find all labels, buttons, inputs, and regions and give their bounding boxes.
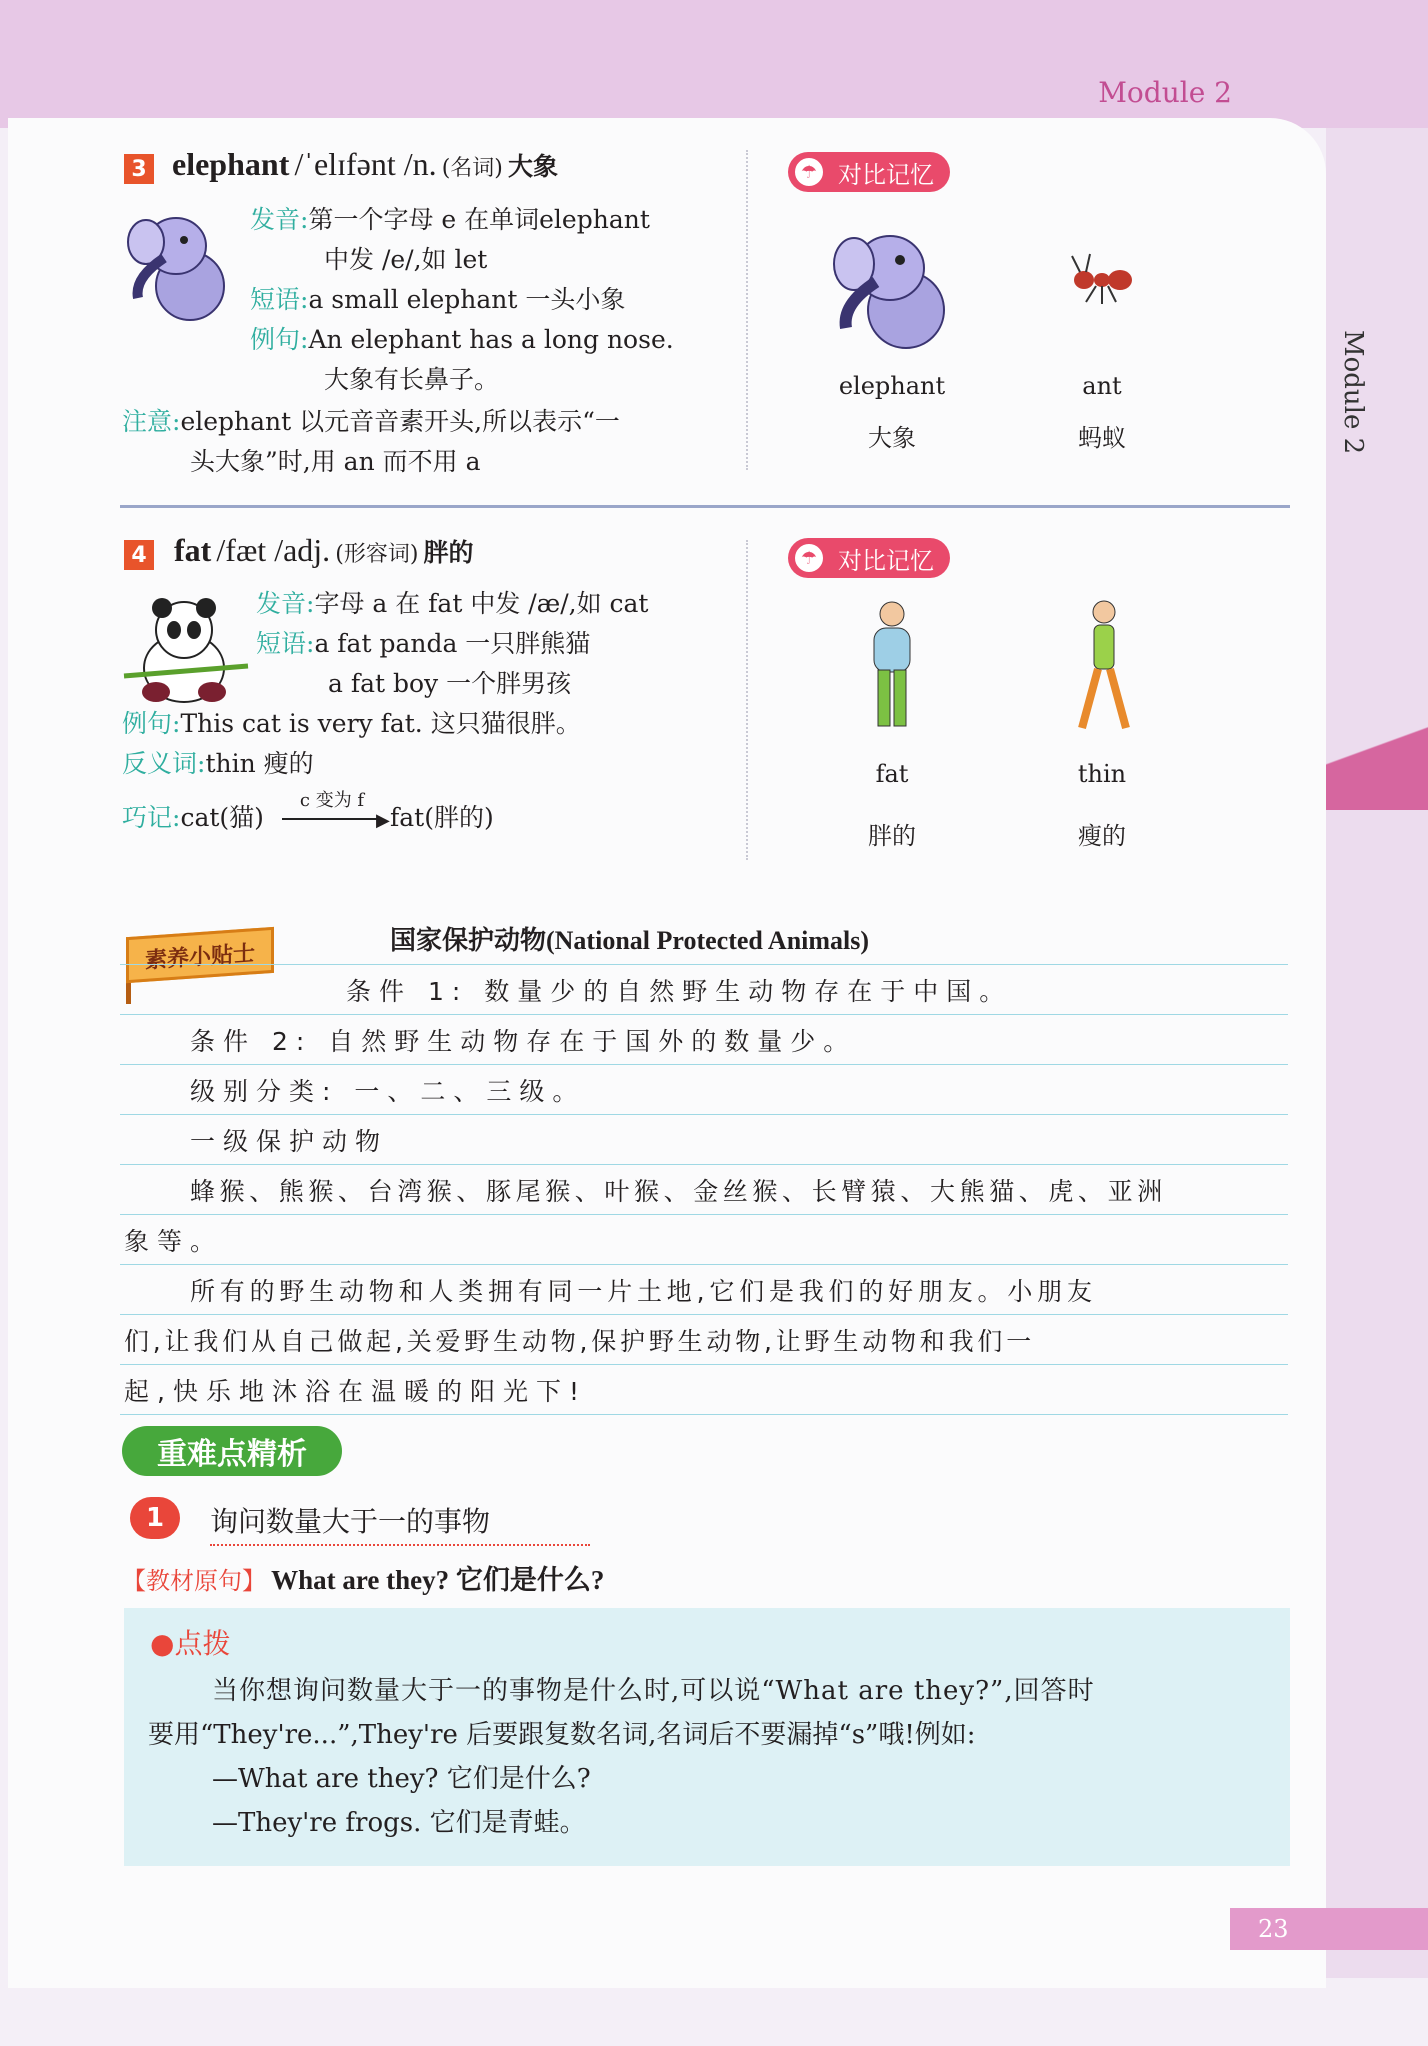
tip-line: 所有的野生动物和人类拥有同一片土地,它们是我们的好朋友。小朋友 (190, 1277, 1097, 1306)
rule-line (120, 1314, 1288, 1315)
explanation-heading-text: 点拨 (174, 1627, 231, 1660)
note-text: elephant 以元音音素开头,所以表示“一 (180, 407, 620, 436)
meaning: 大象 (507, 152, 558, 181)
explanation-line: —What are they? 它们是什么? (212, 1764, 591, 1794)
entry-headline (172, 146, 558, 183)
memory-to: fat(胖的) (390, 803, 494, 832)
caption-left-cn: 胖的 (868, 822, 916, 850)
pronunciation-row (250, 200, 650, 240)
thin-boy-picture (1068, 598, 1138, 742)
tip-line: 条件 1: 数量少的自然野生动物存在于中国。 (346, 977, 1013, 1006)
pron-text: 第一个字母 e 在单词elephant (308, 205, 650, 234)
pron-text: 字母 a 在 fat 中发 /æ/,如 cat (314, 589, 649, 618)
tip-title: 国家保护动物(National Protected Animals) (390, 926, 870, 955)
caption-left-en: elephant (838, 372, 946, 400)
phonetic: /ˈelɪfənt /n. (294, 146, 437, 182)
memory-arrow (282, 818, 382, 820)
section-number: 1 (130, 1497, 180, 1539)
antonym-label: 反义词: (122, 749, 206, 778)
badge-label: 对比记忆 (838, 546, 934, 575)
memory-arrow-text: c 变为 f (299, 790, 365, 811)
phrase-text-2: a fat boy 一个胖男孩 (328, 669, 572, 698)
umbrella-icon: ☂ (792, 155, 826, 189)
side-triangle (1326, 680, 1428, 810)
phrase-label: 短语: (256, 629, 315, 658)
example-label: 例句: (122, 709, 181, 738)
module-label: Module 2 (1098, 76, 1232, 109)
pron-label: 发音: (250, 205, 309, 234)
column-divider (746, 150, 748, 470)
rule-line (120, 1364, 1288, 1365)
rule-line (120, 1164, 1288, 1165)
ant-picture (1068, 250, 1138, 310)
caption-right-cn: 瘦的 (1078, 822, 1126, 850)
dot-icon: ● (150, 1627, 175, 1660)
pron-label: 发音: (256, 589, 315, 618)
explanation-line: —They're frogs. 它们是青蛙。 (212, 1808, 586, 1838)
note-label: 注意: (122, 407, 181, 436)
example-row (122, 704, 581, 744)
phrase-label: 短语: (250, 285, 309, 314)
source-label: 【教材原句】 (122, 1567, 266, 1595)
caption-right-cn: 蚂蚁 (1078, 424, 1126, 452)
example-row (250, 320, 674, 360)
entry-number: 3 (124, 154, 154, 184)
caption-right-en: thin (1077, 760, 1127, 788)
panda-illustration (120, 596, 252, 706)
fat-boy-picture (862, 600, 922, 740)
rule-line (120, 1214, 1288, 1215)
rule-line (120, 1264, 1288, 1265)
rule-line (120, 1114, 1288, 1115)
explanation-line: 当你想询问数量大于一的事物是什么时,可以说“What are they?”,回答时 (212, 1676, 1095, 1706)
pronunciation-row (256, 584, 648, 624)
phrase-text: a fat panda 一只胖熊猫 (314, 629, 591, 658)
caption-left-cn: 大象 (868, 424, 916, 452)
source-sentence: What are they? 它们是什么? (271, 1565, 605, 1595)
memory-from: cat(猫) (180, 803, 264, 832)
example-cn: 大象有长鼻子。 (324, 365, 500, 394)
part-of-speech: (形容词) (335, 542, 419, 567)
antonym-text: thin 瘦的 (205, 749, 314, 778)
phrase-text: a small elephant 一头小象 (308, 285, 626, 314)
page-number: 23 (1230, 1908, 1428, 1950)
pron-text-2: 中发 /e/,如 let (324, 245, 488, 274)
elephant-picture (826, 214, 958, 354)
memory-label: 巧记: (122, 803, 181, 832)
headword: fat (174, 532, 212, 568)
phrase-row (256, 624, 590, 664)
tip-line: 们,让我们从自己做起,关爱野生动物,保护野生动物,让野生动物和我们一 (124, 1327, 1035, 1356)
meaning: 胖的 (423, 538, 474, 567)
umbrella-icon: ☂ (792, 541, 826, 575)
badge-label: 对比记忆 (838, 160, 934, 189)
memory-row (122, 798, 264, 838)
rule-line (120, 1414, 1288, 1415)
entry-headline (174, 532, 474, 569)
compare-badge (788, 152, 950, 192)
example-text: This cat is very fat. 这只猫很胖。 (180, 709, 581, 738)
arrow-head-icon: ▶ (376, 810, 390, 831)
tip-line: 起,快乐地沐浴在温暖的阳光下! (124, 1377, 587, 1406)
antonym-row (122, 744, 314, 784)
caption-right-en: ant (1082, 372, 1122, 400)
rule-line (120, 1064, 1288, 1065)
tip-line: 级别分类: 一、二、三级。 (190, 1077, 586, 1106)
tip-line: 条件 2: 自然野生动物存在于国外的数量少。 (190, 1027, 857, 1056)
column-divider (746, 540, 748, 860)
example-label: 例句: (250, 325, 309, 354)
explanation-line: 要用“They're...”,They're 后要跟复数名词,名词后不要漏掉“s”哦!例如: (148, 1720, 976, 1750)
explanation-heading (150, 1622, 230, 1662)
section-divider (120, 505, 1290, 508)
rule-line (120, 1014, 1288, 1015)
tip-line: 象等。 (124, 1227, 224, 1256)
tip-flag: 素养小贴士 (126, 927, 274, 983)
section-title: 询问数量大于一的事物 (210, 1500, 590, 1546)
elephant-illustration (124, 198, 236, 328)
note-row (122, 402, 620, 442)
note-text-2: 头大象”时,用 an 而不用 a (190, 447, 481, 476)
side-module-tab: Module 2 (1338, 330, 1368, 455)
tip-line: 蜂猴、熊猴、台湾猴、豚尾猴、叶猴、金丝猴、长臂猿、大熊猫、虎、亚洲 (190, 1177, 1167, 1206)
tip-line: 一级保护动物 (190, 1127, 389, 1156)
phrase-row (250, 280, 625, 320)
phonetic: /fæt /adj. (216, 532, 331, 568)
rule-line (120, 964, 1288, 965)
section-pill: 重难点精析 (122, 1426, 342, 1476)
caption-left-en: fat (875, 760, 909, 788)
compare-badge (788, 538, 950, 578)
part-of-speech: (名词) (441, 156, 503, 181)
headword: elephant (172, 146, 290, 182)
entry-number: 4 (124, 540, 154, 570)
example-en: An elephant has a long nose. (308, 325, 674, 354)
source-sentence-row (122, 1558, 604, 1597)
